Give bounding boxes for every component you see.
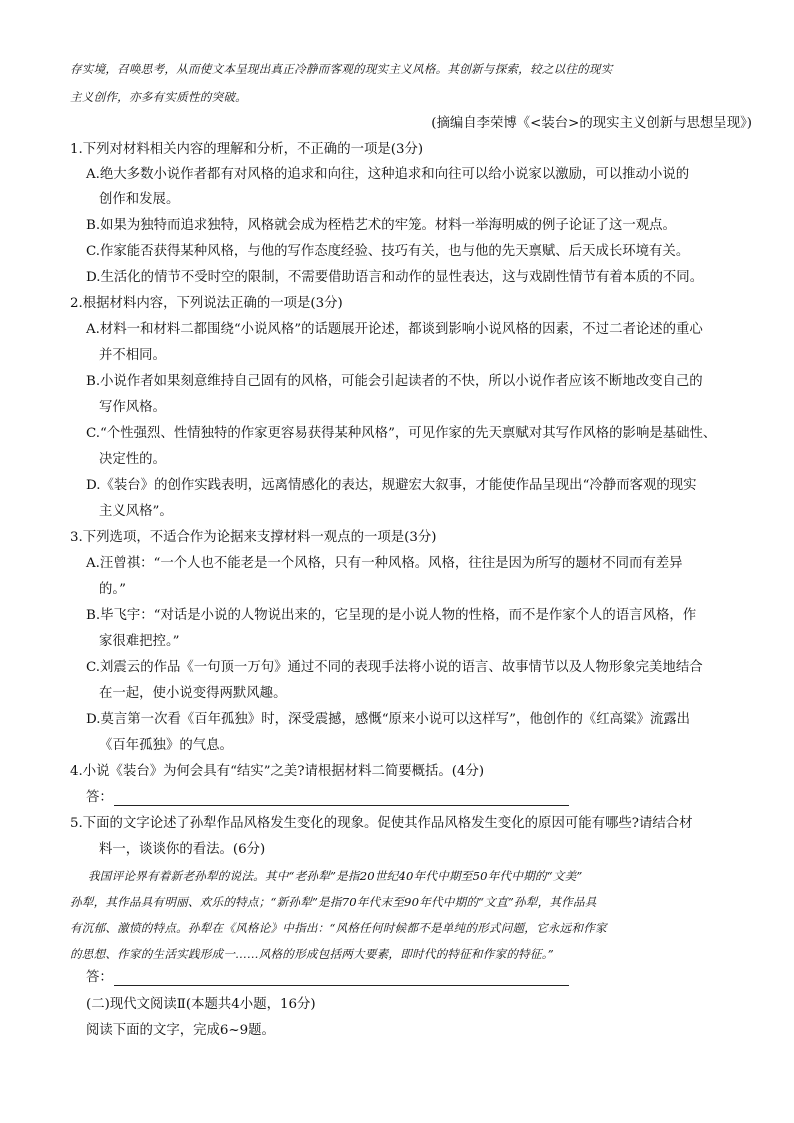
- q3-option-c-cont: 在一起，使小说变得两默风趣。: [99, 686, 287, 701]
- q1-option-a: A.绝大多数小说作者都有对风格的追求和向往，这种追求和向往可以给小说家以激励，可以推动小说的: [86, 167, 690, 182]
- q5-quote-line-4: 的思想、作家的生活实践形成一……风格的形成包括两大要素，即时代的特征和作家的特征。”: [70, 947, 554, 961]
- q2-option-b: B.小说作者如果刻意维持自己固有的风格，可能会引起读者的不快，所以小说作者应该不断地改变自己的: [86, 374, 703, 389]
- q2-option-c: C.“个性强烈、性情独特的作家更容易获得某种风格”，可见作家的先天禀赋对其写作风格的影响是基础性、: [86, 426, 717, 441]
- q1-option-c: C.作家能否获得某种风格，与他的写作态度经验、技巧有关，也与他的先天禀赋、后天成长环境有关。: [86, 244, 690, 259]
- q4-stem: 4.小说《装台》为何会具有“结实”之美?请根据材料二简要概括。(4分): [70, 764, 485, 779]
- section2-title: (二)现代文阅读Ⅱ(本题共4小题，16分): [86, 997, 316, 1012]
- q2-stem: 2.根据材料内容，下列说法正确的一项是(3分): [70, 296, 343, 311]
- q3-option-a-cont: 的。”: [99, 582, 126, 597]
- q4-answer-label: 答：: [86, 790, 113, 805]
- q3-option-c: C.刘震云的作品《一句顶一万句》通过不同的表现手法将小说的语言、故事情节以及人物形象完美地结合: [86, 660, 703, 675]
- q2-option-d: D.《装台》的创作实践表明，远离情感化的表达，规避宏大叙事，才能使作品呈现出“冷静而客观的现实: [86, 478, 697, 493]
- passage-tail-line-2: 主义创作，亦多有实质性的突破。: [70, 90, 247, 104]
- passage-source: (摘编自李荣博《<装台>的现实主义创新与思想呈现》): [431, 116, 752, 131]
- q1-option-b: B.如果为独特而追求独特，风格就会成为桎梏艺术的牢笼。材料一举海明威的例子论证了这一观点。: [86, 218, 676, 233]
- section2-instruction: 阅读下面的文字，完成6~9题。: [86, 1023, 275, 1038]
- q1-option-d: D.生活化的情节不受时空的限制，不需要借助语言和动作的显性表达，这与戏剧性情节有着本质的不同。: [86, 270, 704, 285]
- q2-option-d-cont: 主义风格”。: [99, 504, 173, 519]
- passage-tail-line-1: 存实境，召唤思考，从而使文本呈现出真正冷静而客观的现实主义风格。其创新与探索，较之以往的现实: [70, 62, 613, 76]
- q5-quote-line-1: 我国评论界有着新老孙犁的说法。其中“老孙犁”是指20世纪40年代中期至50年代中期的“文美”: [88, 869, 583, 883]
- q5-stem-cont: 料一，谈谈你的看法。(6分): [99, 842, 266, 857]
- q5-quote-line-2: 孙犁，其作品具有明丽、欢乐的特点；“新孙犁”是指70年代末至90年代中期的“文直”孙犁，其作品具: [70, 895, 597, 909]
- q3-option-a: A.汪曾祺：“一个人也不能老是一个风格，只有一种风格。风格，往往是因为所写的题材不同而有差异: [86, 556, 683, 571]
- q3-option-d: D.莫言第一次看《百年孤独》时，深受震撼，感慨“原来小说可以这样写”，他创作的《红高粱》流露出: [86, 712, 690, 727]
- q3-option-b-cont: 家很难把控。”: [99, 634, 180, 649]
- q2-option-c-cont: 决定性的。: [99, 452, 166, 467]
- q1-option-a-cont: 创作和发展。: [99, 192, 180, 207]
- q5-answer-line[interactable]: [114, 985, 569, 986]
- q5-stem: 5.下面的文字论述了孙犁作品风格发生变化的现象。促使其作品风格发生变化的原因可能有哪些?请结合材: [70, 816, 693, 831]
- q5-quote-line-3: 有沉郁、激愤的特点。孙犁在《风格论》中指出：“风格任何时候都不是单纯的形式问题，它永远和作家: [70, 921, 607, 935]
- q2-option-a: A.材料一和材料二都围绕“小说风格”的话题展开论述，都谈到影响小说风格的因素，不过二者论述的重心: [86, 322, 703, 337]
- q1-stem: 1.下列对材料相关内容的理解和分析，不正确的一项是(3分): [70, 142, 424, 157]
- q4-answer-line[interactable]: [114, 805, 569, 806]
- q2-option-b-cont: 写作风格。: [99, 400, 166, 415]
- q3-stem: 3.下列选项，不适合作为论据来支撑材料一观点的一项是(3分): [70, 530, 437, 545]
- q2-option-a-cont: 并不相同。: [99, 348, 166, 363]
- q5-answer-label: 答：: [86, 970, 113, 985]
- q3-option-b: B.毕飞宇：“对话是小说的人物说出来的，它呈现的是小说人物的性格，而不是作家个人的语言风格，作: [86, 608, 697, 623]
- q3-option-d-cont: 《百年孤独》的气息。: [99, 738, 233, 753]
